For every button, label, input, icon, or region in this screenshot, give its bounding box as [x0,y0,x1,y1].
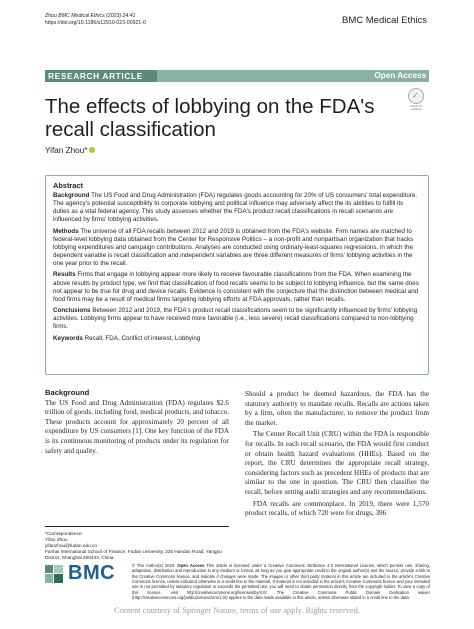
correspondence-footnote [45,526,229,561]
abstract-box [45,175,429,375]
bmc-logo-square [54,574,63,583]
body-column-left [45,388,229,458]
abstract-methods-label: Methods [53,227,79,235]
bookmark-icon: ✓ [412,91,419,100]
abstract-conclusions [53,307,421,331]
correspondence-email[interactable]: yifanzhou@fudan.edu.cn [45,543,97,548]
check-for-updates-badge[interactable] [405,88,427,112]
abstract-results-label: Results [53,271,76,279]
body-column-right [245,390,429,521]
body-paragraph: Should a product be deemed hazardous, the FDA has the statutory authority to mandate recalls. Recalls are actions taken by a firm, often the manufacturer, to remove the product from the market. [245,390,429,427]
journal-name: BMC Medical Ethics [342,15,427,26]
bmc-logo-square [45,565,53,573]
body-paragraph: The Center Recall Unit (CRU) within the FDA is responsible for recalls. In each recall scenario, the FDA would first conduct or obtain health hazard evaluations (HHEs). Based on the report, the CRU determines the appropriate recall strategy, considering factors such as precedent HHEs of products that are similar to the one in question. The CRU then classifies the recall, before setting audit strategies and any recommendations. [245,430,429,496]
orcid-icon[interactable] [89,147,95,153]
license-open-access: Open Access [177,563,205,568]
abstract-background-text: The US Food and Drug Administration (FDA) regulates goods accounting for 20% of US consumers' total expenditure. The agency's potential susceptibility to corporate lobbying and political influence may adversely affect the its abilities to fulfill its duties as a vital federal agency. This study assesses whether the FDA's product recall classifications in recall scenarios are influenced by firms' lobbying activities. [53,192,418,224]
abstract-heading: Abstract [53,181,83,190]
license-lead: © The Author(s) 2023. [132,563,176,568]
section-heading-background: Background [45,388,90,397]
license-text [132,563,430,600]
check-updates-caption: Check for updates [409,104,423,112]
bmc-logo-square [45,574,53,583]
author-name[interactable]: Yifan Zhou [45,146,85,155]
body-paragraph: The US Food and Drug Administration (FDA) regulates $2.6 trillion of goods, including food, medical products, and tobacco. These products account for approximately 20 percent of all expenditure by US consumers [1]. One key function of the FDA is its continuous monitoring of products under its regulation for safety and quality. [45,398,229,455]
bmc-logo [45,562,125,595]
abstract-conclusions-text: Between 2012 and 2019, the FDA's product recall classifications seem to be significantly influenced by firms' lobbying activities. Lobbying firms appear to have received more favorable (i.e., less severe) recall classifications compared to non-lobbying firms. [53,307,418,331]
header-citation [45,13,146,27]
abstract-methods-text: The universe of all FDA recalls between 2012 and 2019 is obtained from the FDA's website. Firm names are matched to federal-level lobbying data obtained from the Center for Responsive Politics – a non-profit and nonpartisan organization that tracks lobbying expenditures and campaign contributions. Analyses are conducted using ordinary-least-squares regressions, in which the dependent variable is recall classification and independent variables are three different measures of firms' lobbying activities in the one year prior to the recall. [53,227,414,268]
page-title: The effects of lobbying on the FDA's recall classification [45,95,375,141]
correspondence-label: *Correspondence: [45,531,83,536]
abstract-results-text: Firms that engage in lobbying appear more likely to receive favourable classifications from the FDA. When examining the above results by product type, we find that classification of food recalls seems to be subject to lobbying influence, but the same does not appear to be true for drug and device recalls. Evidence is consistent with the conjecture that the distinction between medical and food firms may be a result of medical firms targeting lobbying efforts at FDA approvals, rather than recalls. [53,271,419,303]
article-type: RESEARCH ARTICLE [48,71,143,81]
doi-link[interactable]: https://doi.org/10.1186/s12910-023-00921-0 [45,20,146,26]
author-line [45,146,95,155]
bmc-logo-square [54,565,63,573]
abstract-background [53,192,421,225]
abstract-background-label: Background [53,192,90,199]
open-access-label: Open Access [374,71,426,80]
abstract-keywords-label: Keywords [53,334,83,342]
journal-citation: Zhou BMC Medical Ethics (2023) 24:41 [45,13,136,19]
courtesy-notice: Content courtesy of Springer Nature, terms of use apply. Rights reserved. [114,606,360,615]
body-paragraph: FDA recalls are commonplace. In 2019, there were 1,570 product recalls, of which 720 were for drugs, 396 [245,499,429,518]
abstract-keywords [53,335,421,343]
abstract-results [53,271,421,304]
abstract-methods [53,228,421,269]
abstract-conclusions-label: Conclusions [53,307,91,315]
abstract-keywords-text: Recall, FDA, Conflict of interest, Lobbying [84,334,201,342]
correspondence-name: Yifan Zhou [45,537,68,542]
bmc-logo-text: BMC [68,562,116,584]
correspondence-affiliation: Fanhai International School of Finance, Fudan University, 220 Handan Road, Yangpu District, Shanghai 200433, China [45,549,222,560]
author-mark: * [84,146,88,155]
license-body: This article is licensed under a Creative Commons Attribution 4.0 International License, which permits use, sharing, adaptation, distribution and reproduction in any medium or format, as long as you give appropriate credit to the original author(s) and the source, provide a link to the Creative Commons licence, and indicate if changes were made. The images or other third party material in this article are included in the article's Creative Commons licence, unless indicated otherwise in a credit line to the material. If material is not included in the article's Creative Commons licence and your intended use is not permitted by statutory regulation or exceeds the permitted use, you will need to obtain permission directly from the copyright holder. To view a copy of this licence, visit http://creativecommons.org/licenses/by/4.0/. The Creative Commons Public Domain Dedication waiver (http://creativecommons.org/publicdomain/zero/1.0/) applies to the data made available in this article, unless otherwise stated in a credit line to the data. [132,563,430,601]
